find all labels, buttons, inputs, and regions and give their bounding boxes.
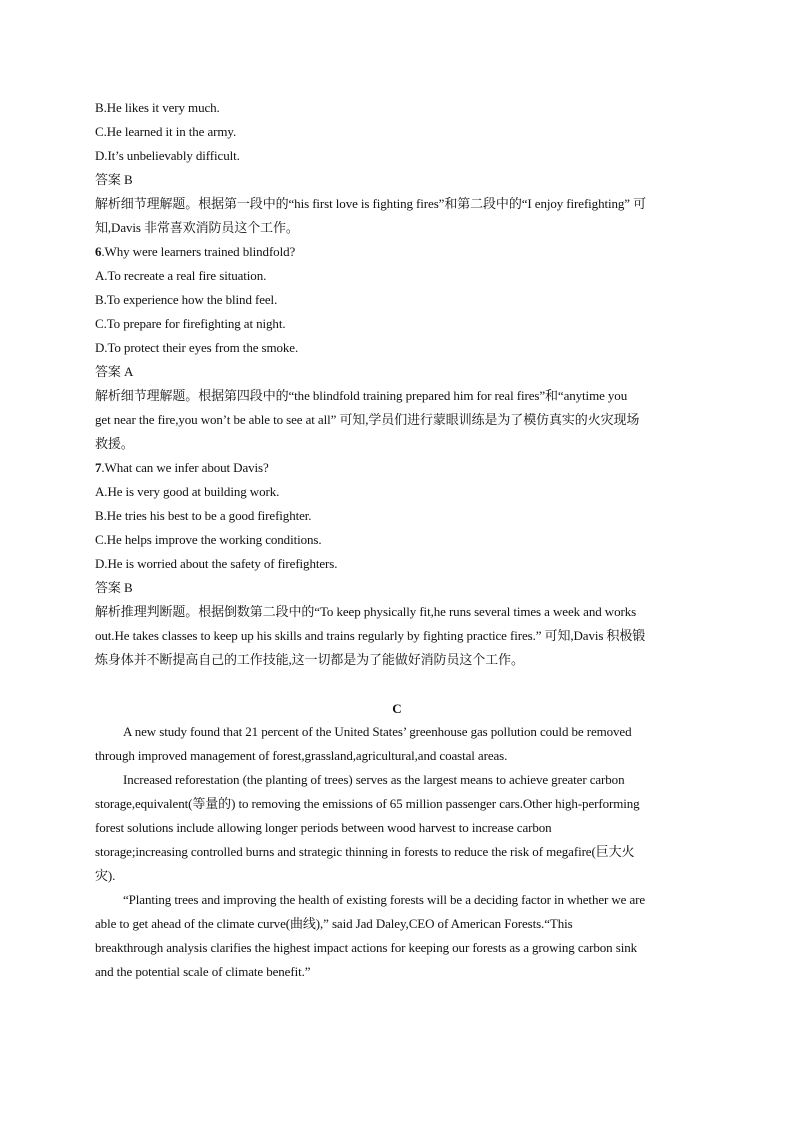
q7-answer: 答案 B — [95, 580, 133, 595]
passage-c-p3-line-2: able to get ahead of the climate curve(曲线),” said Jad Daley,CEO of American Forests.“This — [95, 916, 573, 931]
q7-question — [95, 458, 700, 478]
q7-explanation-line-3: 炼身体并不断提高自己的工作技能,这一切都是为了能做好消防员这个工作。 — [95, 652, 524, 667]
q7-option-c: C.He helps improve the working conditions. — [95, 532, 322, 547]
passage-c-p3-line-1: “Planting trees and improving the health of existing forests will be a deciding factor in whether we are — [123, 892, 646, 907]
passage-c-p1-line-1: A new study found that 21 percent of the United States’ greenhouse gas pollution could be removed — [123, 724, 632, 739]
passage-c-p3-line-4: and the potential scale of climate benefit.” — [95, 964, 311, 979]
q6-explanation-line-2: get near the fire,you won’t be able to see at all” 可知,学员们进行蒙眼训练是为了模仿真实的火灾现场 — [95, 412, 640, 427]
q5-explanation-line-2: 知,Davis 非常喜欢消防员这个工作。 — [95, 220, 299, 235]
q7-option-d: D.He is worried about the safety of firefighters. — [95, 556, 338, 571]
passage-c-p3-line-3: breakthrough analysis clarifies the highest impact actions for keeping our forests as a growing carbon sink — [95, 940, 638, 955]
q6-explanation-line-3: 救援。 — [95, 436, 134, 451]
q6-question-text: .Why were learners trained blindfold? — [101, 244, 296, 259]
q7-option-a: A.He is very good at building work. — [95, 484, 280, 499]
passage-c-p2-line-4: storage;increasing controlled burns and strategic thinning in forests to reduce the risk of megafire(巨大火 — [95, 844, 635, 859]
q6-option-d: D.To protect their eyes from the smoke. — [95, 340, 299, 355]
q5-option-d: D.It’s unbelievably difficult. — [95, 148, 240, 163]
q5-option-b: B.He likes it very much. — [95, 100, 220, 115]
q7-explanation-line-2: out.He takes classes to keep up his skills and trains regularly by fighting practice fires.” 可知,Davis 积极锻 — [95, 628, 646, 643]
q6-option-a: A.To recreate a real fire situation. — [95, 268, 267, 283]
q6-option-b: B.To experience how the blind feel. — [95, 292, 278, 307]
passage-c-p2-line-2: storage,equivalent(等量的) to removing the emissions of 65 million passenger cars.Other high-performing — [95, 796, 640, 811]
passage-c-p2-line-5: 灾). — [95, 868, 116, 883]
q5-explanation-line-1: 解析细节理解题。根据第一段中的“his first love is fighting fires”和第二段中的“I enjoy firefighting” 可 — [95, 196, 647, 211]
q6-option-c: C.To prepare for firefighting at night. — [95, 316, 286, 331]
passage-c-p1-line-2: through improved management of forest,grassland,agricultural,and coastal areas. — [95, 748, 508, 763]
passage-c-p2-line-3: forest solutions include allowing longer periods between wood harvest to increase carbon — [95, 820, 552, 835]
q5-answer: 答案 B — [95, 172, 133, 187]
q7-number: 7 — [95, 460, 102, 475]
q6-question — [95, 242, 700, 262]
q7-question-text: .What can we infer about Davis? — [101, 460, 269, 475]
q7-explanation-line-1: 解析推理判断题。根据倒数第二段中的“To keep physically fit,he runs several times a week and works — [95, 604, 637, 619]
q5-option-c: C.He learned it in the army. — [95, 124, 237, 139]
passage-c-p2-line-1: Increased reforestation (the planting of trees) serves as the largest means to achieve greater carbon — [123, 772, 625, 787]
q7-option-b: B.He tries his best to be a good firefighter. — [95, 508, 312, 523]
q6-explanation-line-1: 解析细节理解题。根据第四段中的“the blindfold training prepared him for real fires”和“anytime you — [95, 388, 628, 403]
q6-answer: 答案 A — [95, 364, 134, 379]
section-title-c: C — [392, 701, 402, 716]
q6-number: 6 — [95, 244, 102, 259]
